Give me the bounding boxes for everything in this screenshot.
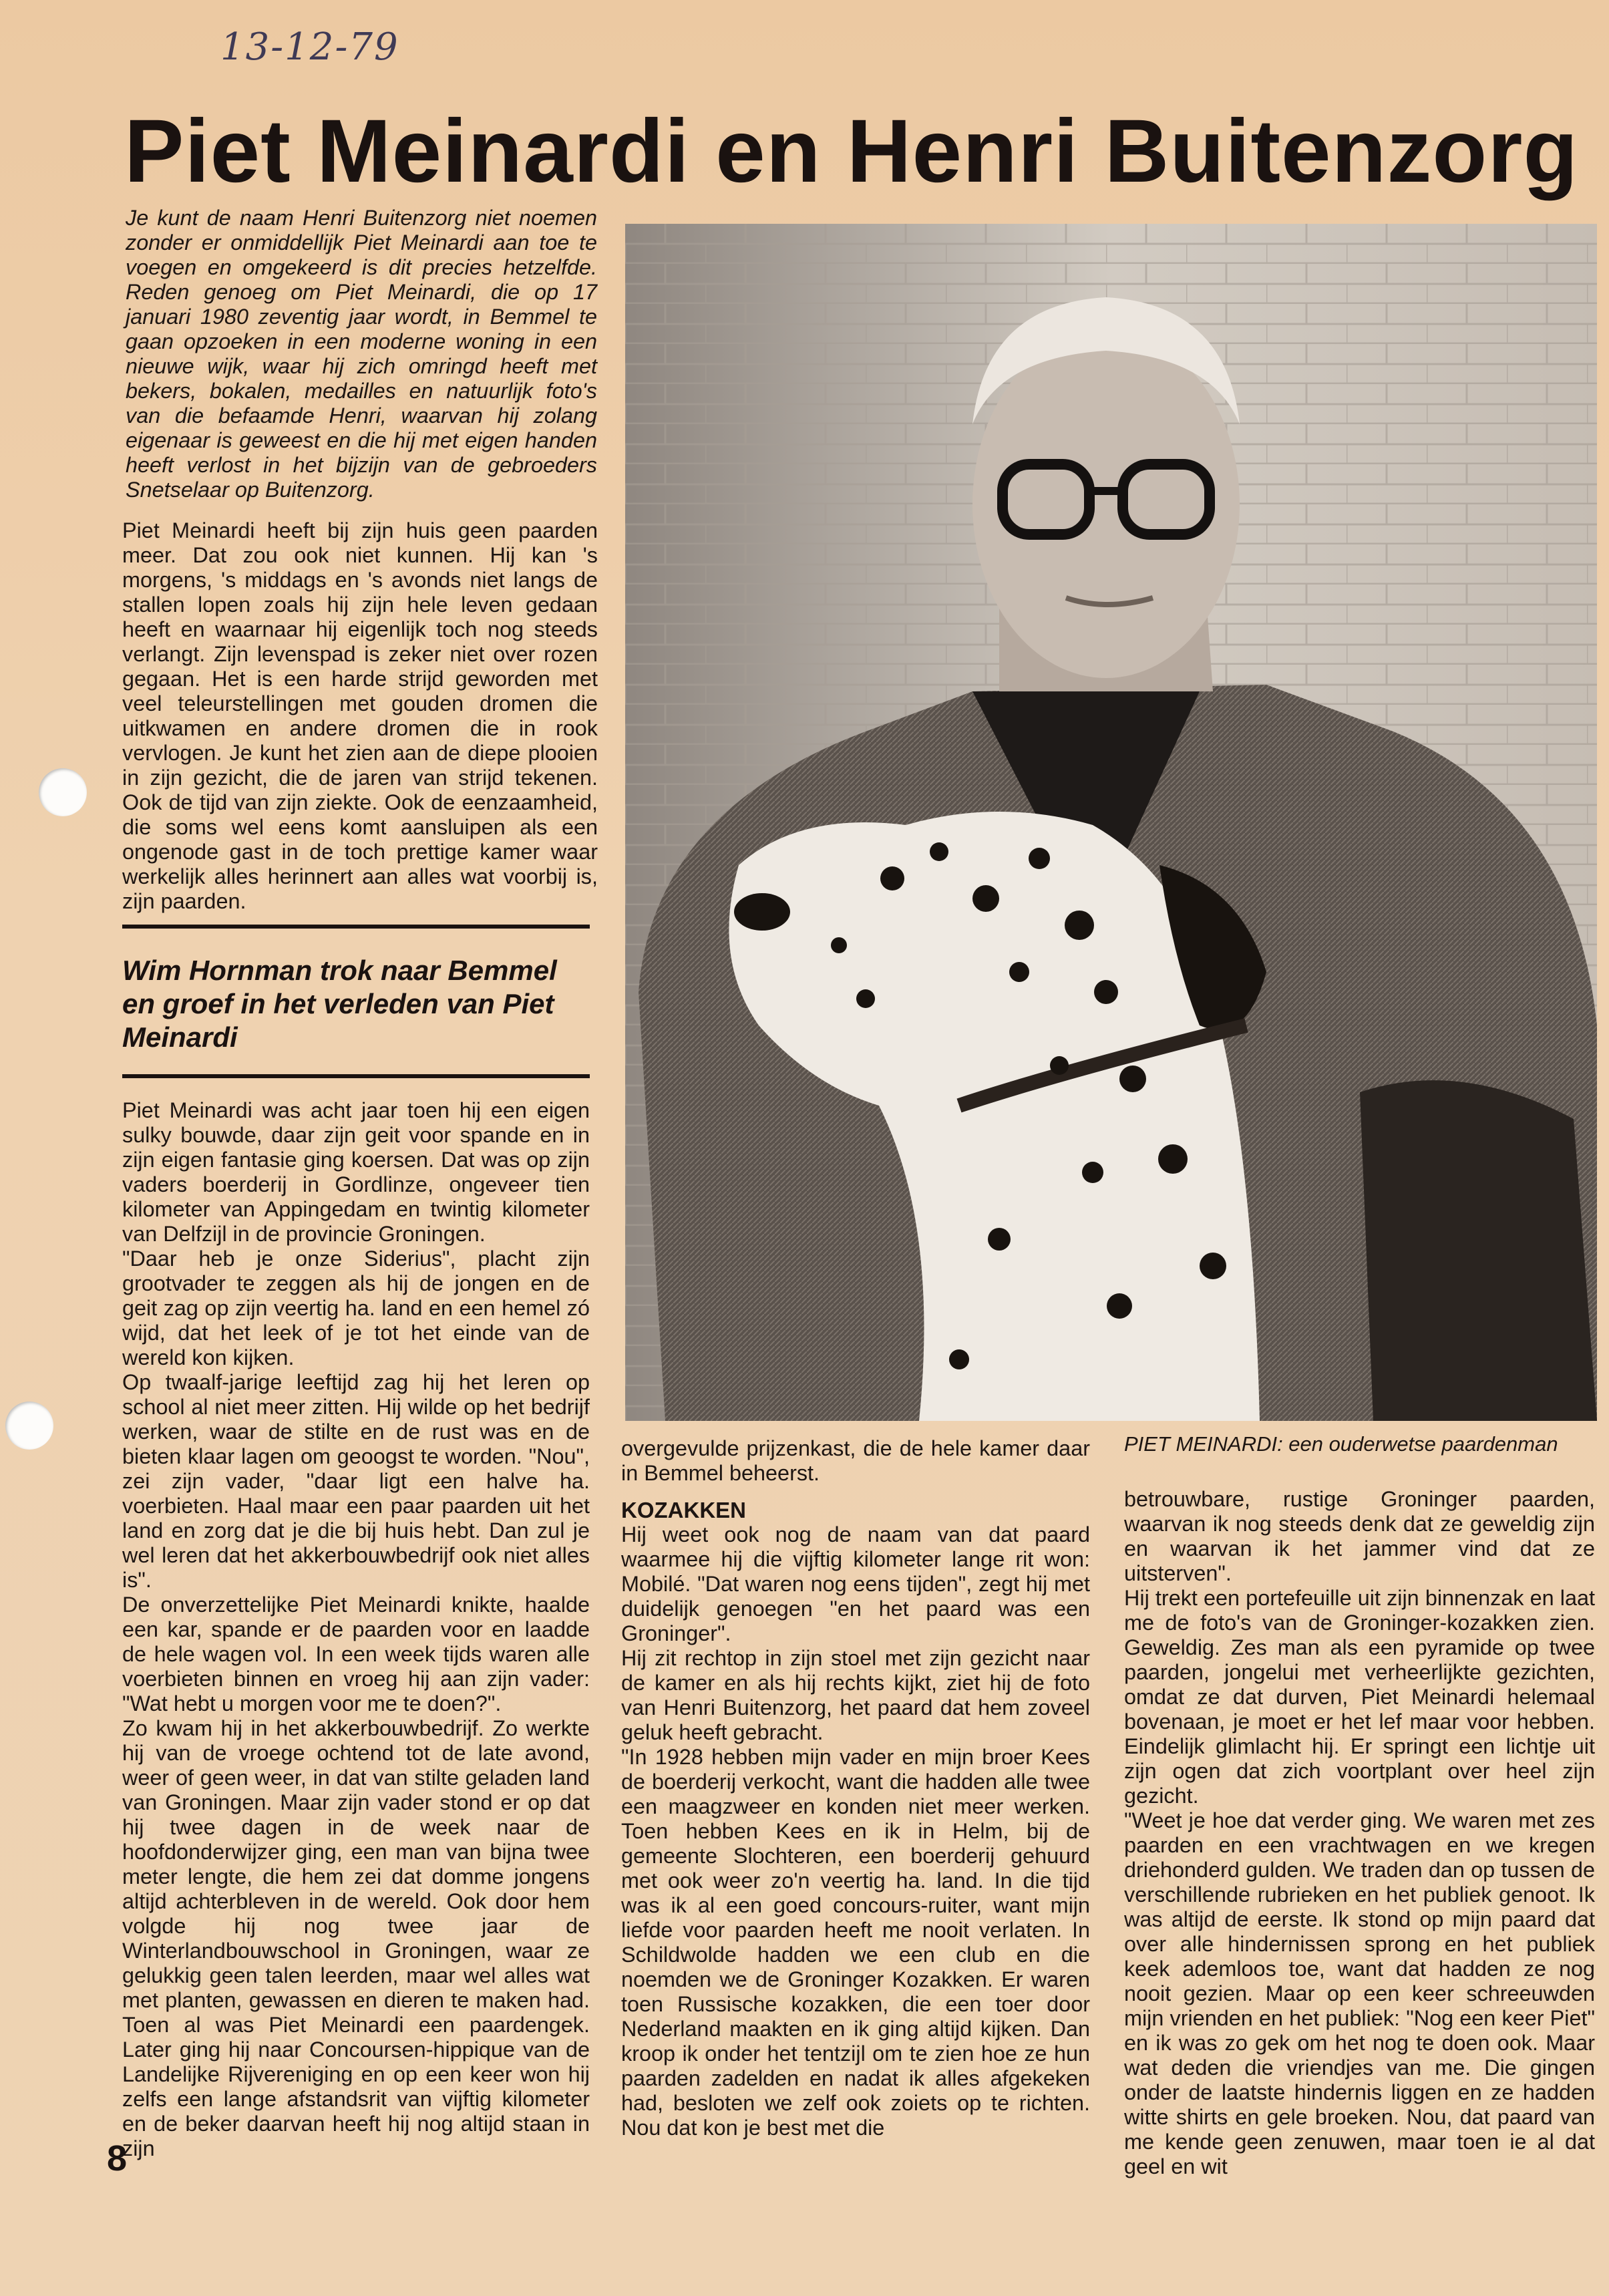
section-heading-kozakken: KOZAKKEN bbox=[621, 1498, 746, 1522]
article-paragraph-1 bbox=[122, 518, 598, 914]
divider-bottom bbox=[122, 1074, 590, 1078]
col2-p2: "Daar heb je onze Siderius", placht zijn grootvader te zeggen als hij de jongen en de geit zag op zijn veertig ha. land en een hemel zó wijd, dat het leek of je tot het einde van de wereld kon kijken. bbox=[122, 1247, 590, 1369]
byline-subhead: Wim Hornman trok naar Bemmel en groef in het verleden van Piet Meinardi bbox=[122, 955, 557, 1053]
divider-top bbox=[122, 925, 590, 929]
col2-p3: Op twaalf-jarige leeftijd zag hij het leren op school al niet meer zitten. Hij wilde op het bedrijf werken, waar de stilte en de rust was en de bieten klaar lagen om geoogst te worden. "Nou", zei zijn vader, "daar ligt een halve ha. voerbieten. Haal maar een paar paarden uit het land en zorg dat je die bij huis hebt. Dan zul je wel leren dat het akkerbouwbedrijf ook niet alles is". bbox=[122, 1370, 590, 1592]
page-number: 8 bbox=[107, 2138, 128, 2178]
punch-hole-upper bbox=[39, 768, 87, 816]
column-4 bbox=[1124, 1487, 1595, 2179]
punch-hole-lower bbox=[5, 1402, 53, 1450]
portrait-photo bbox=[625, 224, 1597, 1421]
col2-p5: Zo kwam hij in het akkerbouwbedrijf. Zo werkte hij van de vroege ochtend tot de late avond, weer of geen weer, in dat van stilte geladen land van Groningen. Maar zijn vader stond er op dat hij twee dagen in de week naar de hoofdonderwijzer ging, een man van bijna twee meter lengte, die hem zei dat domme jongens altijd achterbleven in de wereld. Ook door hem volgde hij nog twee jaar de Winterlandbouwschool in Groningen, waar ze gelukkig geen talen leerden, maar wel alles wat met planten, gewassen en dieren te maken had. Toen al was Piet Meinardi een paardengek. Later ging hij naar Concoursen-hippique van de Landelijke Rijvereniging en op een keer won hij zelfs een lange afstandsrit van vijftig kilometer en de beker daarvan heeft hij nog altijd staan in zijn bbox=[122, 1716, 590, 2160]
column-2 bbox=[122, 1098, 590, 2161]
col4-p1: betrouwbare, rustige Groninger paarden, waarvan ik nog steeds denk dat ze geweldig zijn en waarvan ik het jammer vind dat ze uitsterven". bbox=[1124, 1487, 1595, 1585]
column-3 bbox=[621, 1436, 1090, 2140]
article-intro bbox=[126, 206, 597, 502]
col3-p2: Hij weet ook nog de naam van dat paard waarmee hij die vijftig kilometer lange rit won: Mobilé. "Dat waren nog eens tijden", zegt hij met duidelijk genoegen "en het paard was een Groninger". bbox=[621, 1522, 1090, 1645]
col3-p3: Hij zit rechtop in zijn stoel met zijn gezicht naar de kamer en als hij rechts kijkt, ziet hij de foto van Henri Buitenzorg, het paard dat hem zoveel geluk heeft gebracht. bbox=[621, 1646, 1090, 1744]
photo-caption: PIET MEINARDI: een ouderwetse paardenman bbox=[1124, 1432, 1558, 1456]
col3-p1: overgevulde prijzenkast, die de hele kamer daar in Bemmel beheerst. bbox=[621, 1436, 1090, 1485]
portrait-man-with-dalmatian bbox=[625, 224, 1597, 1421]
paragraph-1: Piet Meinardi heeft bij zijn huis geen paarden meer. Dat zou ook niet kunnen. Hij kan 's morgens, 's middags en 's avonds niet langs de stallen lopen zoals hij zijn hele leven gedaan heeft en waarnaar hij eigenlijk toch nog steeds verlangt. Zijn levenspad is zeker niet over rozen gegaan. Het is een harde strijd geworden met veel teleurstellingen met gouden dromen die uitkwamen en andere dromen die in rook vervlogen. Je kunt het zien aan de diepe plooien in zijn gezicht, die de jaren van strijd tekenen. Ook de tijd van zijn ziekte. Ook de eenzaamheid, die soms wel eens komt aansluipen als een ongenode gast in de toch prettige kamer waar werkelijk alles herinnert aan alles wat voorbij is, zijn paarden. bbox=[122, 518, 598, 913]
article-title: Piet Meinardi en Henri Buitenzorg bbox=[124, 102, 1579, 201]
col2-p4: De onverzettelijke Piet Meinardi knikte, haalde een kar, spande er de paarden voor en laadde de hele wagen vol. In een week tijds waren alle voerbieten binnen en vroeg hij aan zijn vader: "Wat hebt u morgen voor me te doen?". bbox=[122, 1593, 590, 1715]
intro-paragraph: Je kunt de naam Henri Buitenzorg niet noemen zonder er onmiddellijk Piet Meinardi aan toe te voegen en omgekeerd is dit precies hetzelfde. Reden genoeg om Piet Meinardi, die op 17 januari 1980 zeventig jaar wordt, in Bemmel te gaan opzoeken in een moderne woning in een nieuwe wijk, waar hij zich omringd heeft met bekers, bokalen, medailles en natuurlijk foto's van die befaamde Henri, waarvan hij zolang eigenaar is geweest en die hij met eigen handen heeft verlost in het bijzijn van de gebroeders Snetselaar op Buitenzorg. bbox=[126, 206, 597, 502]
col4-p2: Hij trekt een portefeuille uit zijn binnenzak en laat me de foto's van de Groninger-kozakken zien. Geweldig. Zes man als een pyramide op twee paarden, jongelui met verheerlijkte gezichten, omdat ze dat durven, Piet Meinardi helemaal bovenaan, je moet er het lef maar voor hebben. Eindelijk glimlacht hij. Er springt een lichtje uit zijn ogen dat zich voortplant over heel zijn gezicht. bbox=[1124, 1586, 1595, 1808]
col4-p3: "Weet je hoe dat verder ging. We waren met zes paarden en een vrachtwagen en we kregen driehonderd gulden. We traden dan op tussen de verschillende rubrieken en het publiek genoot. Ik was altijd de eerste. Ik stond op mijn paard dat over alle hindernissen sprong en het publiek keek ademloos toe, want dat hadden ze nog nooit gezien. Maar op een keer schreeuwden mijn vrienden en het publiek: "Nog een keer Piet" en ik was zo gek om het nog te doen ook. Maar wat deden die vriendjes van me. Die gingen onder de laatste hindernis liggen en ze hadden witte shirts en gele broeken. Nou, dat paard van me kende geen zenuwen, maar toen ie al dat geel en wit bbox=[1124, 1808, 1595, 2178]
col3-p4: "In 1928 hebben mijn vader en mijn broer Kees de boerderij verkocht, want die hadden alle twee een maagzweer en konden niet meer werken. Toen hebben Kees en ik in Helm, bij de gemeente Slochteren, een boerderij gehuurd met ook weer zo'n veertig ha. land. In die tijd was ik al een goed concours-ruiter, want mijn liefde voor paarden heeft me nooit verlaten. In Schildwolde hadden we een club en die noemden we de Groninger Kozakken. Er waren toen Russische kozakken, die een toer door Nederland maakten en ik ging altijd kijken. Dan kroop ik onder het tentzijl om te zien hoe ze hun paarden zadelden en nadat ik alles afgekeken had, besloten we zelf ook zoiets op te richten. Nou dat kon je best met die bbox=[621, 1745, 1090, 2140]
handwritten-date: 13-12-79 bbox=[220, 25, 399, 69]
col2-p1: Piet Meinardi was acht jaar toen hij een eigen sulky bouwde, daar zijn geit voor spande en in zijn eigen fantasie ging koersen. Dat was op zijn vaders boerderij in Gordlinze, ongeveer tien kilometer van Appingedam en twintig kilometer van Delfzijl in de provincie Groningen. bbox=[122, 1098, 590, 1246]
